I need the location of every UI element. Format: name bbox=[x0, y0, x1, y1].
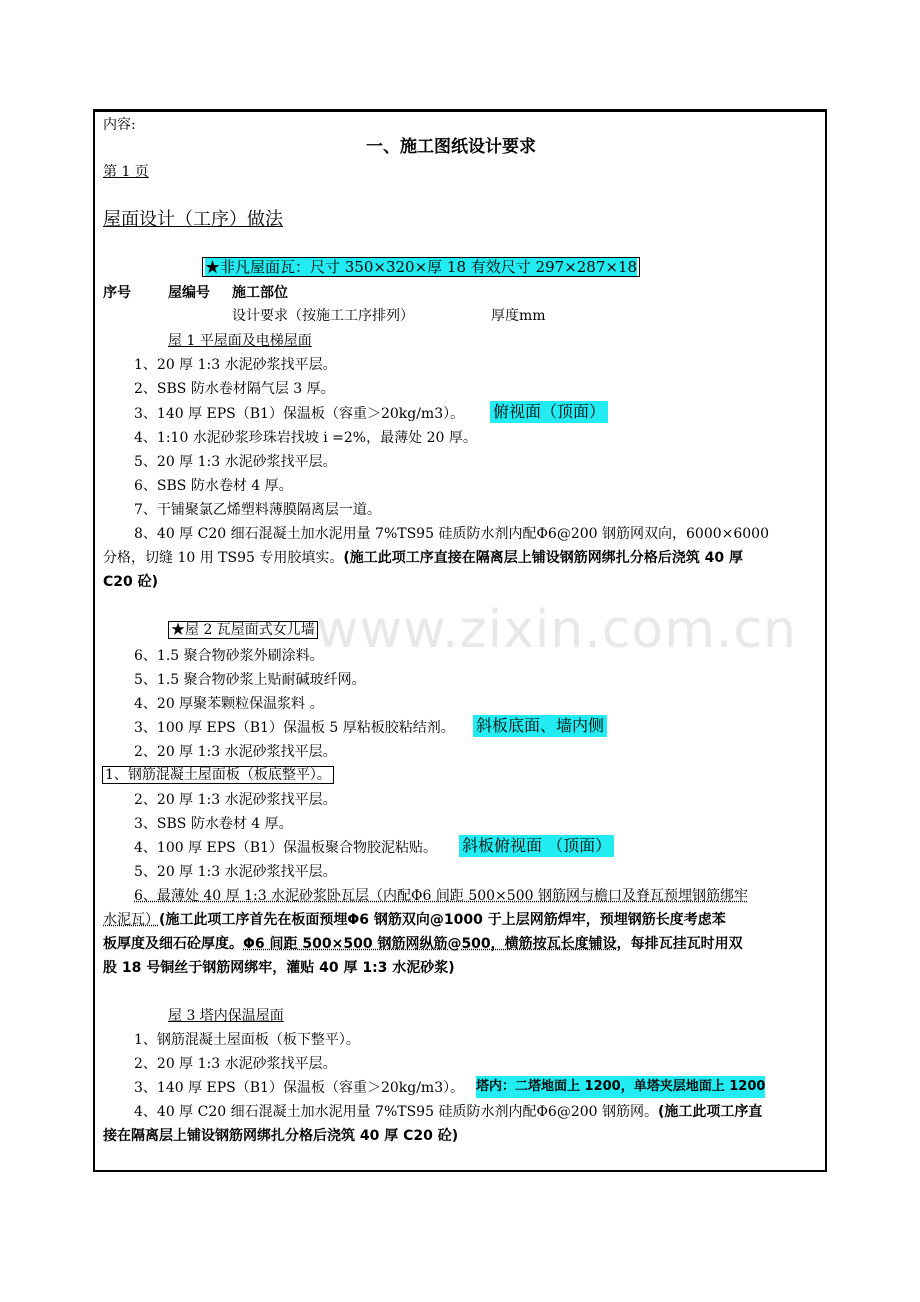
column-roof-no: 屋编号 bbox=[168, 285, 210, 301]
content-label: 内容: bbox=[103, 117, 136, 133]
roof1-item-3: 3、140 厚 EPS（B1）保温板（容重＞20kg/m3）。 bbox=[134, 406, 465, 422]
roof1-item-8-line2 bbox=[103, 548, 743, 568]
roof2-item-6-line4: 股 18 号铜丝于钢筋网绑牢，灌贴 40 厚 1:3 水泥砂浆) bbox=[103, 960, 455, 976]
roof2-item-3: 3、100 厚 EPS（B1）保温板 5 厚粘板胶粘结剂。 bbox=[134, 720, 455, 736]
section-title: 屋面设计（工序）做法 bbox=[103, 209, 283, 230]
roof3-item-3: 3、140 厚 EPS（B1）保温板（容重＞20kg/m3）。 bbox=[134, 1080, 465, 1096]
roof1-item-4: 4、1:10 水泥砂浆珍珠岩找坡 i =2%，最薄处 20 厚。 bbox=[134, 430, 477, 446]
roof2-item-b5: 5、20 厚 1:3 水泥砂浆找平层。 bbox=[134, 864, 337, 880]
roof2-item-6-end: 水泥瓦） bbox=[103, 912, 159, 928]
roof1-title: 屋 1 平屋面及电梯屋面 bbox=[168, 333, 312, 349]
roof1-item-8-text: 分格，切缝 10 用 TS95 专用胶填实。 bbox=[103, 550, 344, 566]
roof1-item-5: 5、20 厚 1:3 水泥砂浆找平层。 bbox=[134, 454, 337, 470]
roof3-item-2: 2、20 厚 1:3 水泥砂浆找平层。 bbox=[134, 1056, 337, 1072]
column-design: 设计要求（按施工工序排列） bbox=[232, 308, 414, 324]
roof2-item-6-line2 bbox=[103, 910, 726, 930]
roof2-item-6-note-c: ，每排瓦挂瓦时用双 bbox=[616, 936, 743, 952]
roof2-title-text: ★屋 2 瓦屋面式女儿墙 bbox=[168, 621, 318, 639]
roof1-item-2: 2、SBS 防水卷材隔气层 3 厚。 bbox=[134, 381, 335, 397]
roof3-item-4 bbox=[134, 1102, 762, 1122]
roof2-item-b3: 3、SBS 防水卷材 4 厚。 bbox=[134, 816, 293, 832]
column-location: 施工部位 bbox=[232, 285, 288, 301]
roof2-item-1: 1、钢筋混凝土屋面板（板底整平）。 bbox=[102, 766, 334, 784]
roof2-item-6-line3 bbox=[103, 934, 743, 954]
roof2-item-2: 2、20 厚 1:3 水泥砂浆找平层。 bbox=[134, 744, 337, 760]
roof2-item-1-box bbox=[102, 765, 334, 785]
roof2-item-6: 6、1.5 聚合物砂浆外刷涂料。 bbox=[134, 648, 324, 664]
roof1-item-7: 7、干铺聚氯乙烯塑料薄膜隔离层一道。 bbox=[134, 502, 381, 518]
tile-spec bbox=[202, 257, 640, 278]
roof2-item-b2: 2、20 厚 1:3 水泥砂浆找平层。 bbox=[134, 792, 337, 808]
roof3-item-4-line2: 接在隔离层上铺设钢筋网绑扎分格后浇筑 40 厚 C20 砼) bbox=[103, 1128, 459, 1144]
roof2-item-5: 5、1.5 聚合物砂浆上贴耐碱玻纤网。 bbox=[134, 672, 366, 688]
roof1-item-8-note2: C20 砼) bbox=[103, 574, 159, 590]
roof3-item-1: 1、钢筋混凝土屋面板（板下整平）。 bbox=[134, 1032, 360, 1048]
page-number: 第 1 页 bbox=[103, 164, 149, 180]
roof2-item-6-note-b: Φ6 间距 500×500 钢筋网纵筋@500，横筋按瓦长度铺设 bbox=[243, 936, 617, 952]
page-title: 一、施工图纸设计要求 bbox=[366, 137, 536, 157]
roof2-item-6-line1: 6、最薄处 40 厚 1:3 水泥砂浆卧瓦层（内配Φ6 间距 500×500 钢筋网与檐口及脊瓦预埋钢筋绑牢 bbox=[134, 888, 748, 904]
roof3-title: 屋 3 塔内保温屋面 bbox=[168, 1008, 284, 1024]
tile-spec-text: ★非凡屋面瓦：尺寸 350×320×厚 18 有效尺寸 297×287×18 bbox=[205, 258, 638, 276]
roof2-tag-b: 斜板俯视面 （顶面） bbox=[459, 835, 614, 857]
roof3-item-4-note: (施工此项工序直 bbox=[658, 1104, 763, 1120]
roof1-item-8: 8、40 厚 C20 细石混凝土加水泥用量 7%TS95 硅质防水剂内配Φ6@200 钢筋网双向，6000×6000 bbox=[134, 526, 769, 542]
roof3-tag: 塔内：二塔地面上 1200，单塔夹层地面上 1200 bbox=[476, 1076, 765, 1098]
roof1-item-1: 1、20 厚 1:3 水泥砂浆找平层。 bbox=[134, 357, 337, 373]
roof2-title bbox=[168, 620, 318, 640]
roof1-tag: 俯视面（顶面） bbox=[490, 401, 608, 423]
roof3-item-4-text: 4、40 厚 C20 细石混凝土加水泥用量 7%TS95 硅质防水剂内配Φ6@200 钢筋网。 bbox=[134, 1104, 659, 1120]
roof2-item-6-note-a: 板厚度及细石砼厚度。 bbox=[103, 936, 243, 952]
watermark: www.zixin.com.cn bbox=[316, 600, 797, 660]
column-seq: 序号 bbox=[103, 285, 131, 301]
column-thickness: 厚度mm bbox=[491, 308, 546, 324]
roof1-item-8-note: (施工此项工序直接在隔离层上铺设钢筋网绑扎分格后浇筑 40 厚 bbox=[343, 550, 743, 566]
roof1-item-6: 6、SBS 防水卷材 4 厚。 bbox=[134, 478, 293, 494]
roof2-item-b4: 4、100 厚 EPS（B1）保温板聚合物胶泥粘贴。 bbox=[134, 840, 437, 856]
roof2-item-4: 4、20 厚聚苯颗粒保温浆料 。 bbox=[134, 696, 324, 712]
roof2-item-6-note: (施工此项工序首先在板面预埋Φ6 钢筋双向@1000 于上层网筋焊牢，预埋钢筋长度考虑苯 bbox=[159, 912, 726, 928]
roof2-tag-a: 斜板底面、墙内侧 bbox=[473, 715, 607, 737]
